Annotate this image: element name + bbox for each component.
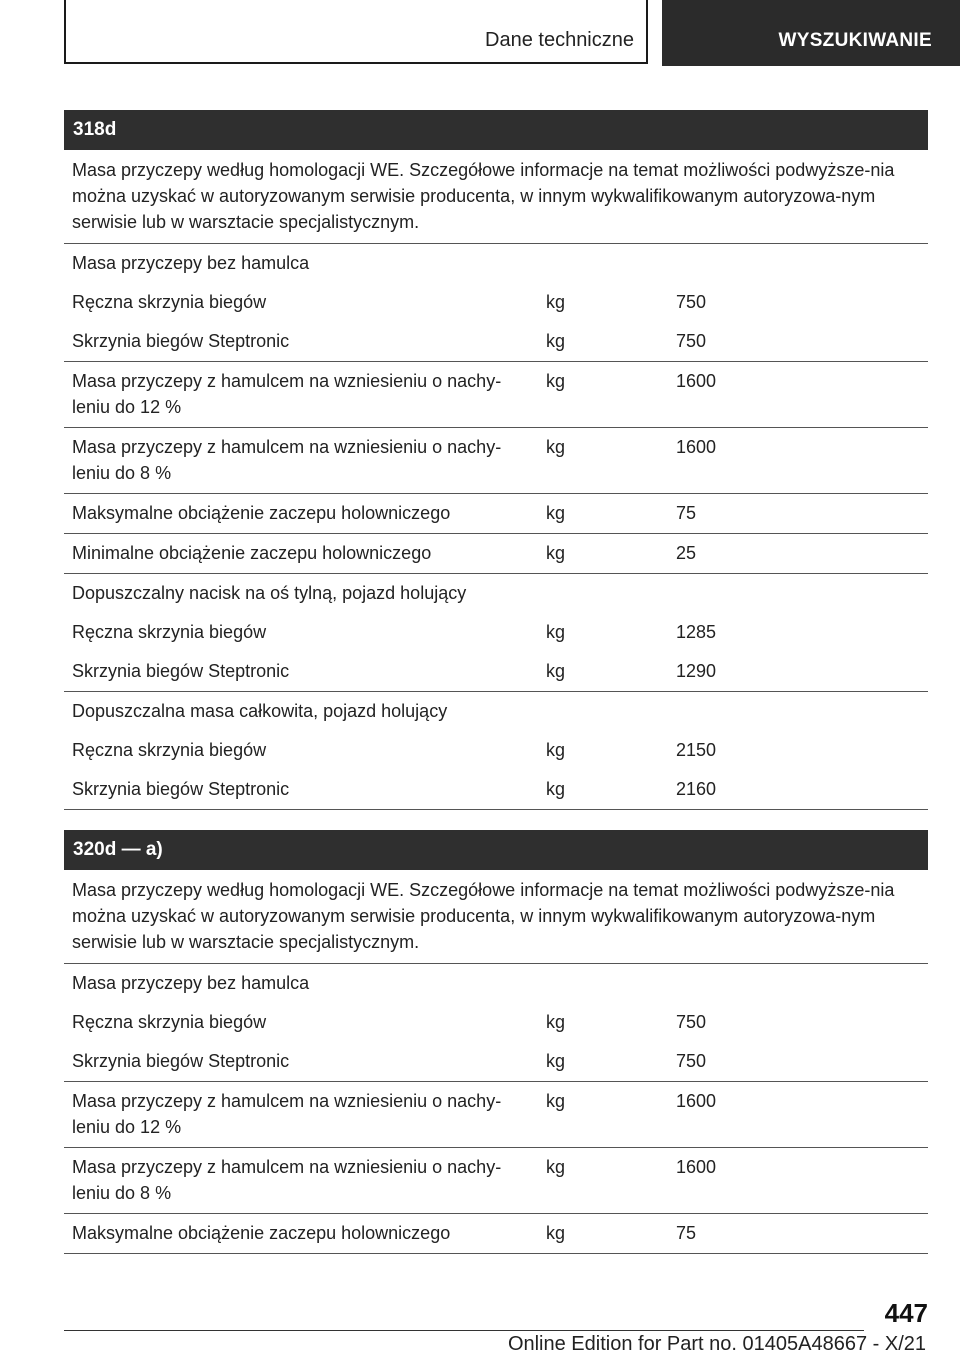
row-value xyxy=(676,250,920,276)
section-intro: Masa przyczepy według homologacji WE. Szczegółowe informacje na temat możliwości podwyższe-nia można uzyskać w autoryzowanym serwisie producenta, w innym wykwalifikowanym autoryzowa-nym serwisie lub w warsztacie specjalistycznym. xyxy=(64,150,928,244)
table-row xyxy=(64,1042,928,1082)
row-value: 2160 xyxy=(676,779,717,799)
tab-dane-techniczne-label: Dane techniczne xyxy=(485,29,634,51)
row-unit: kg xyxy=(546,1012,566,1032)
row-label: Dopuszczalna masa całkowita, pojazd holujący xyxy=(72,701,448,721)
table-row xyxy=(64,1082,928,1148)
table-row xyxy=(64,283,928,322)
table-row xyxy=(64,244,928,283)
row-unit xyxy=(546,250,676,276)
table-row xyxy=(64,362,928,428)
table-row xyxy=(64,770,928,810)
row-value: 2150 xyxy=(676,740,717,760)
top-bar xyxy=(0,0,960,66)
row-value: 750 xyxy=(676,1051,707,1071)
row-value: 750 xyxy=(676,331,707,351)
table-row xyxy=(64,1148,928,1214)
row-value xyxy=(676,698,920,724)
row-unit xyxy=(546,580,676,606)
row-label: Skrzynia biegów Steptronic xyxy=(72,1051,290,1071)
row-unit: kg xyxy=(546,1051,566,1071)
row-label: Masa przyczepy z hamulcem na wzniesieniu o nachy-leniu do 8 % xyxy=(72,1157,502,1203)
row-value: 750 xyxy=(676,1012,707,1032)
tab-wyszukiwanie[interactable] xyxy=(662,0,960,66)
section-title: 320d — a) xyxy=(64,830,928,870)
footer-divider xyxy=(64,1330,864,1331)
row-label: Skrzynia biegów Steptronic xyxy=(72,331,290,351)
row-value: 750 xyxy=(676,292,707,312)
page-number: 447 xyxy=(884,1298,928,1328)
row-value: 1290 xyxy=(676,661,717,681)
row-value: 75 xyxy=(676,503,697,523)
table-row xyxy=(64,1214,928,1254)
row-label: Ręczna skrzynia biegów xyxy=(72,1012,267,1032)
table-row xyxy=(64,494,928,534)
row-unit: kg xyxy=(546,371,566,391)
row-label: Masa przyczepy bez hamulca xyxy=(72,253,310,273)
row-value: 1600 xyxy=(676,1157,717,1177)
row-unit: kg xyxy=(546,1223,566,1243)
table-row xyxy=(64,652,928,692)
section-title: 318d xyxy=(64,110,928,150)
row-label: Minimalne obciążenie zaczepu holowniczego xyxy=(72,543,432,563)
row-unit: kg xyxy=(546,779,566,799)
section-intro: Masa przyczepy według homologacji WE. Szczegółowe informacje na temat możliwości podwyższe-nia można uzyskać w autoryzowanym serwisie producenta, w innym wykwalifikowanym autoryzowa-nym serwisie lub w warsztacie specjalistycznym. xyxy=(64,870,928,964)
row-label: Skrzynia biegów Steptronic xyxy=(72,661,290,681)
row-label: Skrzynia biegów Steptronic xyxy=(72,779,290,799)
row-label: Dopuszczalny nacisk na oś tylną, pojazd holujący xyxy=(72,583,467,603)
row-unit: kg xyxy=(546,437,566,457)
row-value: 1285 xyxy=(676,622,717,642)
row-unit: kg xyxy=(546,331,566,351)
row-label: Maksymalne obciążenie zaczepu holowniczego xyxy=(72,503,451,523)
table-row xyxy=(64,731,928,770)
table-row xyxy=(64,692,928,731)
row-unit: kg xyxy=(546,661,566,681)
row-label: Maksymalne obciążenie zaczepu holowniczego xyxy=(72,1223,451,1243)
tab-dane-techniczne[interactable] xyxy=(64,0,648,64)
row-unit: kg xyxy=(546,292,566,312)
table-row xyxy=(64,613,928,652)
row-label: Ręczna skrzynia biegów xyxy=(72,292,267,312)
row-unit: kg xyxy=(546,503,566,523)
row-label: Ręczna skrzynia biegów xyxy=(72,622,267,642)
table-row xyxy=(64,534,928,574)
row-unit: kg xyxy=(546,622,566,642)
row-value xyxy=(676,580,920,606)
table-row xyxy=(64,964,928,1003)
row-value: 1600 xyxy=(676,1091,717,1111)
tab-wyszukiwanie-label: WYSZUKIWANIE xyxy=(778,30,932,51)
row-unit: kg xyxy=(546,543,566,563)
table-row xyxy=(64,1003,928,1042)
section-320d xyxy=(64,830,928,1254)
row-unit: kg xyxy=(546,740,566,760)
row-unit xyxy=(546,698,676,724)
row-label: Masa przyczepy z hamulcem na wzniesieniu o nachy-leniu do 12 % xyxy=(72,371,502,417)
row-unit: kg xyxy=(546,1091,566,1111)
row-label: Ręczna skrzynia biegów xyxy=(72,740,267,760)
row-value: 75 xyxy=(676,1223,697,1243)
row-label: Masa przyczepy z hamulcem na wzniesieniu o nachy-leniu do 8 % xyxy=(72,437,502,483)
table-row xyxy=(64,574,928,613)
row-label: Masa przyczepy bez hamulca xyxy=(72,973,310,993)
row-unit xyxy=(546,970,676,996)
row-value: 25 xyxy=(676,543,697,563)
row-value: 1600 xyxy=(676,437,717,457)
footer-edition: Online Edition for Part no. 01405A48667 - X/21 xyxy=(507,1333,926,1355)
row-value xyxy=(676,970,920,996)
row-value: 1600 xyxy=(676,371,717,391)
table-row xyxy=(64,322,928,362)
table-row xyxy=(64,428,928,494)
row-label: Masa przyczepy z hamulcem na wzniesieniu o nachy-leniu do 12 % xyxy=(72,1091,502,1137)
section-318d xyxy=(64,110,928,810)
row-unit: kg xyxy=(546,1157,566,1177)
